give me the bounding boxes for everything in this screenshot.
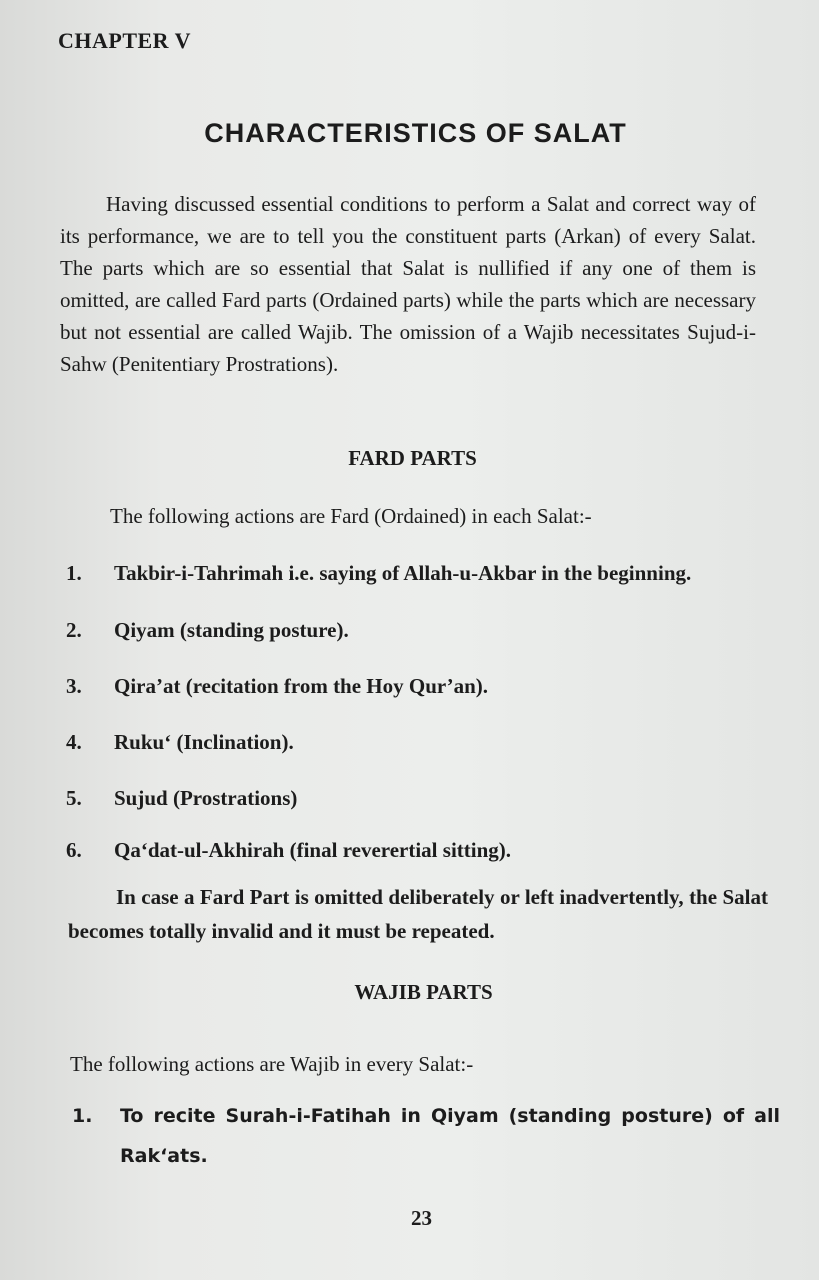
fard-lead-text: The following actions are Fard (Ordained) in each Salat:- — [110, 504, 592, 528]
list-item-number: 6. — [66, 838, 82, 862]
intro-paragraph — [60, 188, 756, 380]
page-title: CHARACTERISTICS OF SALAT — [204, 118, 627, 148]
list-item-text: Ruku‘ (Inclination). — [114, 730, 294, 754]
wajib-lead-text: The following actions are Wajib in every Salat:- — [70, 1052, 474, 1076]
wajib-parts-heading: WAJIB PARTS — [354, 980, 493, 1004]
fard-parts-heading: FARD PARTS — [348, 446, 477, 470]
list-item-number: 1. — [72, 1105, 93, 1127]
list-item-text: To recite Surah-i-Fatihah in Qiyam (standing posture) of all Rak‘ats. — [120, 1105, 780, 1167]
fard-note-text: In case a Fard Part is omitted deliberately or left inadvertently, the Salat becomes totally invalid and it must be repeated. — [68, 885, 768, 943]
list-item-text: Takbir-i-Tahrimah i.e. saying of Allah-u-Akbar in the beginning. — [114, 561, 692, 585]
intro-text: Having discussed essential conditions to perform a Salat and correct way of its performance, we are to tell you the constituent parts (Arkan) of every Salat. The parts which are so essential that Salat is nullified if any one of them is omitted, are called Fard parts (Ordained parts) while the parts which are necessary but not essential are called Wajib. The omission of a Wajib necessitates Sujud-i-Sahw (Penitentiary Prostrations). — [60, 192, 756, 376]
chapter-label: CHAPTER V — [58, 28, 192, 53]
fard-note-paragraph — [68, 880, 768, 948]
page-number: 23 — [411, 1206, 432, 1230]
list-item-number: 5. — [66, 786, 82, 810]
list-item-number: 1. — [66, 561, 82, 585]
list-item-number: 2. — [66, 618, 82, 642]
list-item-text: Sujud (Prostrations) — [114, 786, 298, 810]
list-item-number: 4. — [66, 730, 82, 754]
list-item-text: Qa‘dat-ul-Akhirah (final reverertial sitting). — [114, 838, 512, 862]
list-item-text: Qiyam (standing posture). — [114, 618, 349, 642]
list-item-number: 3. — [66, 674, 82, 698]
list-item-text: Qira’at (recitation from the Hoy Qur’an). — [114, 674, 489, 698]
